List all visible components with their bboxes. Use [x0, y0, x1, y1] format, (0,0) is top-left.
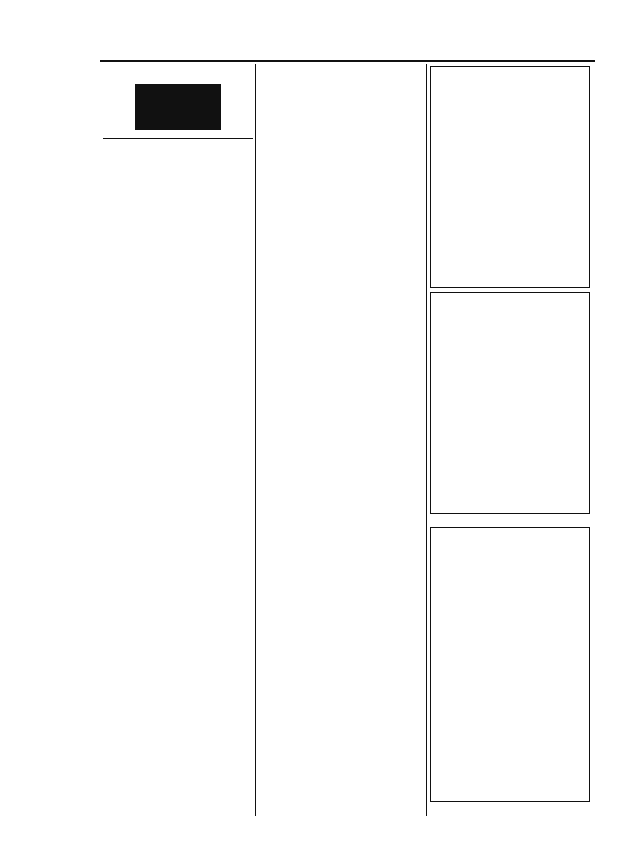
ad-pisos	[430, 66, 590, 288]
promo-closing	[103, 138, 253, 141]
article-column	[258, 66, 423, 72]
ad-trabajo	[430, 527, 590, 802]
ad-cobres	[430, 292, 590, 514]
column-divider	[255, 64, 256, 816]
blanco-y-negro-promo	[103, 66, 253, 141]
header-rule	[100, 60, 595, 62]
column-divider	[426, 64, 427, 816]
blanco-y-negro-logo	[135, 84, 221, 130]
